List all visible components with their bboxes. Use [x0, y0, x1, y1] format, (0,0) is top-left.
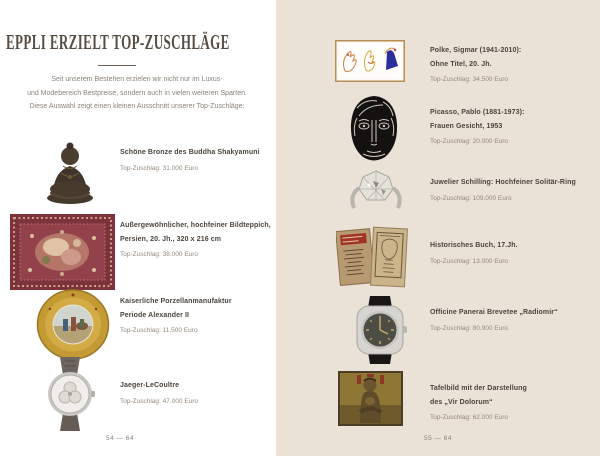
item-text — [430, 44, 600, 83]
historisches-buch-image — [336, 222, 408, 292]
page-number-left: 54 — 64 — [105, 435, 135, 442]
item-price: Top-Zuschlag: 31.000 Euro — [120, 164, 199, 172]
item-text — [120, 295, 295, 334]
picasso-maske-image — [347, 94, 401, 164]
intro-paragraph — [12, 73, 262, 114]
page-number-right: 55 — 64 — [423, 435, 453, 442]
item-title: Ohne Titel, 20. Jh. — [430, 60, 492, 68]
item-text — [430, 176, 600, 202]
item-text — [430, 306, 600, 332]
item-price: Top-Zuschlag: 62.000 Euro — [430, 414, 509, 421]
item-text — [430, 106, 600, 145]
buddha-bronze-image — [35, 133, 105, 205]
item-text — [430, 382, 600, 421]
intro-line: Diese Auswahl zeigt einen kleinen Ausschnitt unserer Top-Zuschläge: — [29, 103, 245, 110]
item-price: Top-Zuschlag: 13.000 Euro — [430, 257, 509, 265]
item-text — [120, 219, 295, 258]
item-price: Top-Zuschlag: 109.000 Euro — [430, 194, 512, 202]
polke-zeichnung-image — [335, 40, 405, 82]
intro-line: und Modebereich Bestpreise, sondern auch in vielen weiteren Sparten. — [27, 89, 247, 97]
item-text — [120, 379, 295, 405]
jaeger-lecoultre-uhr-image — [35, 357, 105, 431]
solitaer-ring-image — [345, 169, 407, 209]
item-price: Top-Zuschlag: 20.000 Euro — [430, 138, 509, 145]
item-price: Top-Zuschlag: 47.000 Euro — [120, 397, 199, 405]
item-title: Frauen Gesicht, 1953 — [430, 122, 503, 130]
title-divider — [98, 65, 136, 66]
item-text — [430, 239, 600, 265]
item-title: Schöne Bronze des Buddha Shakyamuni — [120, 149, 260, 156]
item-title: Periode Alexander II — [120, 311, 190, 319]
item-title: des „Vir Dolorum“ — [430, 398, 493, 406]
item-title: Kaiserliche Porzellanmanufaktur — [120, 298, 232, 305]
item-price: Top-Zuschlag: 80.900 Euro — [430, 324, 509, 332]
item-title: Juwelier Schilling: Hochfeiner Solitär-Ring — [430, 179, 576, 186]
bildteppich-image — [10, 214, 115, 290]
right-page — [276, 0, 600, 456]
porzellan-teller-image — [36, 289, 110, 360]
item-price: Top-Zuschlag: 11.500 Euro — [120, 327, 198, 334]
item-title: Tafelbild mit der Darstellung — [430, 385, 527, 392]
item-title: Officine Panerai Brevetee „Radiomir“ — [430, 309, 558, 316]
item-title: Außergewöhnlicher, hochfeiner Bildteppich, — [120, 222, 271, 229]
item-price: Top-Zuschlag: 38.000 Euro — [120, 251, 199, 258]
item-title: Picasso, Pablo (1881-1973): — [430, 109, 525, 116]
item-price: Top-Zuschlag: 34.500 Euro — [430, 76, 509, 83]
item-title: Persien, 20. Jh., 320 x 216 cm — [120, 235, 222, 243]
intro-line: Seit unserem Bestehen erzielen wir nicht nur im Luxus- — [51, 76, 223, 83]
item-text — [120, 146, 295, 172]
vir-dolorum-tafelbild-image — [338, 371, 403, 426]
panerai-radiomir-image — [350, 296, 410, 364]
item-title: Jaeger-LeCoultre — [120, 382, 180, 389]
item-title: Polke, Sigmar (1941-2010): — [430, 47, 522, 54]
page-title: EPPLI ERZIELT TOP-ZUSCHLÄGE — [6, 30, 230, 54]
item-title: Historisches Buch, 17.Jh. — [430, 242, 518, 249]
